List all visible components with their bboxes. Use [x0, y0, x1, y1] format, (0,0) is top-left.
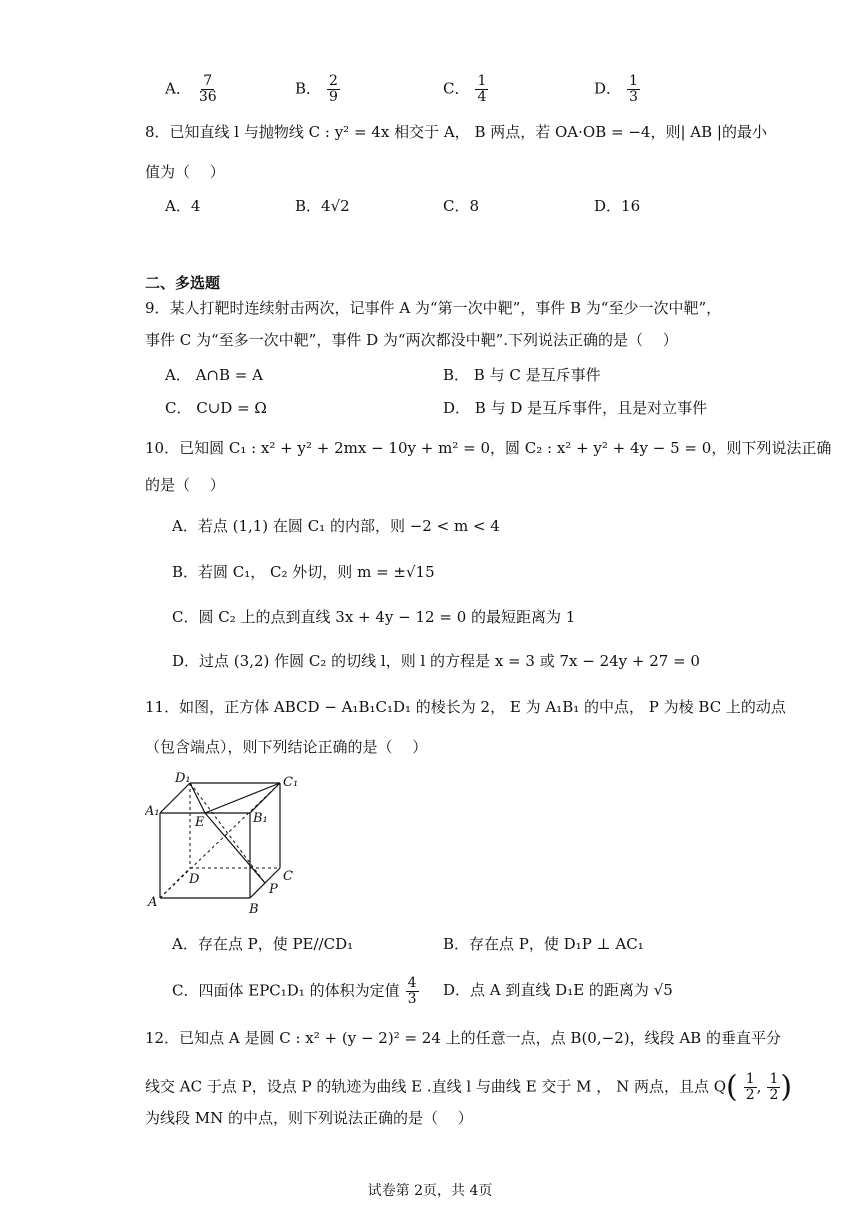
q8-option-a: A．4: [165, 197, 201, 215]
denominator: 2: [769, 1087, 779, 1103]
segment-ec1: [205, 783, 280, 813]
q9-option-d: D． B 与 D 是互斥事件，且是对立事件: [443, 399, 708, 417]
q12-stem-line3: 为线段 MN 的中点，则下列说法正确的是（ ）: [145, 1109, 473, 1127]
q12-stem-line2: 线交 AC 于点 P，设点 P 的轨迹为曲线 E .直线 l 与曲线 E 交于 M ， N 两点，且点 Q( $\frac{1}{2}$ , $\frac{1}{2}$ ): [145, 1069, 793, 1105]
q11-option-b: B．存在点 P，使 D₁P ⊥ AC₁: [443, 935, 644, 953]
q7-option-a: [165, 74, 219, 105]
denominator: 2: [745, 1087, 755, 1103]
q12-stem-line1: 12．已知点 A 是圆 C : x² + (y − 2)² = 24 上的任意一点，点 B(0,−2)，线段 AB 的垂直平分: [145, 1029, 781, 1047]
label-c1: C₁: [283, 775, 299, 790]
fraction: [327, 74, 340, 105]
numerator: 4: [407, 975, 417, 991]
edge-a1d1: [160, 783, 190, 813]
q7-option-c: [443, 74, 488, 105]
denominator: 9: [329, 89, 338, 105]
label-c: C: [283, 869, 293, 884]
q11-stem-line2: （包含端点），则下列结论正确的是（ ）: [145, 738, 428, 756]
label-a: A: [148, 895, 158, 910]
fraction: [475, 74, 488, 105]
label-e: E: [195, 815, 205, 830]
page-footer: 试卷第 2页，共 4页: [367, 1183, 493, 1199]
option-label: B．: [295, 79, 322, 98]
q10-stem-line2: 的是（ ）: [145, 476, 225, 494]
q9-stem-line1: 9．某人打靶时连续射击两次，记事件 A 为“第一次中靶”，事件 B 为“至少一次中靶”，: [145, 299, 722, 317]
q8-option-d: D．16: [594, 197, 641, 215]
q10-option-a: A．若点 (1,1) 在圆 C₁ 的内部，则 −2 < m < 4: [172, 517, 500, 535]
denominator: 3: [629, 89, 638, 105]
option-label: C．: [443, 79, 470, 98]
q9-option-c: C． C∪D = Ω: [165, 399, 267, 417]
q10-stem-line1: 10．已知圆 C₁ : x² + y² + 2mx − 10y + m² = 0，圆 C₂ : x² + y² + 4y − 5 = 0，则下列说法正确: [145, 439, 832, 457]
numerator: 7: [203, 73, 213, 89]
q10-option-c: C．圆 C₂ 上的点到直线 3x + 4y − 12 = 0 的最短距离为 1: [172, 608, 576, 626]
numerator: 2: [329, 73, 338, 89]
option-text: C．四面体 EPC₁D₁ 的体积为定值: [172, 981, 400, 1000]
denominator: 36: [198, 89, 217, 105]
q9-stem-line2: 事件 C 为“至多一次中靶”，事件 D 为“两次都没中靶”.下列说法正确的是（ ）: [145, 331, 678, 349]
left-paren: (: [726, 1069, 738, 1105]
numerator: 1: [769, 1071, 779, 1087]
right-paren: ): [780, 1069, 793, 1105]
option-label: D．: [594, 79, 622, 98]
fraction-y: [767, 1072, 780, 1103]
numerator: 1: [477, 73, 487, 89]
q10-option-d: D．过点 (3,2) 作圆 C₂ 的切线 l，则 l 的方程是 x = 3 或 7x − 24y + 27 = 0: [172, 652, 700, 670]
q11-option-a: A．存在点 P，使 PE//CD₁: [172, 935, 354, 953]
label-a1: A₁: [145, 804, 160, 819]
numerator: 1: [745, 1071, 755, 1087]
fraction: [627, 74, 640, 105]
q11-option-d: D．点 A 到直线 D₁E 的距离为 √5: [443, 981, 673, 999]
denominator: 3: [407, 991, 417, 1007]
label-d: D: [189, 872, 200, 887]
label-p: P: [269, 882, 278, 897]
q8-stem-line2: 值为（ ）: [145, 163, 225, 181]
q8-stem-line1: 8．已知直线 l 与抛物线 C : y² = 4x 相交于 A， B 两点，若 OA·OB = −4，则| AB |的最小: [145, 123, 767, 141]
segment-d1e: [190, 783, 205, 813]
q8-option-c: C．8: [443, 197, 480, 215]
q9-option-a: A． A∩B = A: [165, 366, 263, 384]
q12-stem-text: 线交 AC 于点 P，设点 P 的轨迹为曲线 E .直线 l 与曲线 E 交于 M ， N 两点，且点 Q: [145, 1077, 727, 1096]
option-label: A．: [165, 79, 191, 98]
q11-stem-line1: 11．如图，正方体 ABCD − A₁B₁C₁D₁ 的棱长为 2， E 为 A₁B₁ 的中点， P 为棱 BC 上的动点: [145, 698, 786, 716]
denominator: 4: [477, 89, 487, 105]
q9-option-b: B． B 与 C 是互斥事件: [443, 366, 601, 384]
q11-option-c: [172, 976, 419, 1007]
fraction-x: [744, 1072, 757, 1103]
numerator: 1: [629, 73, 638, 89]
section-title: 二、多选题: [145, 274, 221, 292]
label-b1: B₁: [253, 811, 268, 826]
q10-option-b: B．若圆 C₁， C₂ 外切，则 m = ±√15: [172, 563, 435, 581]
q8-option-b: B．4√2: [295, 197, 350, 215]
label-d1: D₁: [175, 771, 191, 786]
fraction: [197, 74, 219, 105]
fraction: [406, 976, 419, 1007]
q7-option-d: [594, 74, 640, 105]
q7-option-b: [295, 74, 340, 105]
label-b: B: [249, 902, 259, 915]
cube-figure: [145, 770, 305, 915]
